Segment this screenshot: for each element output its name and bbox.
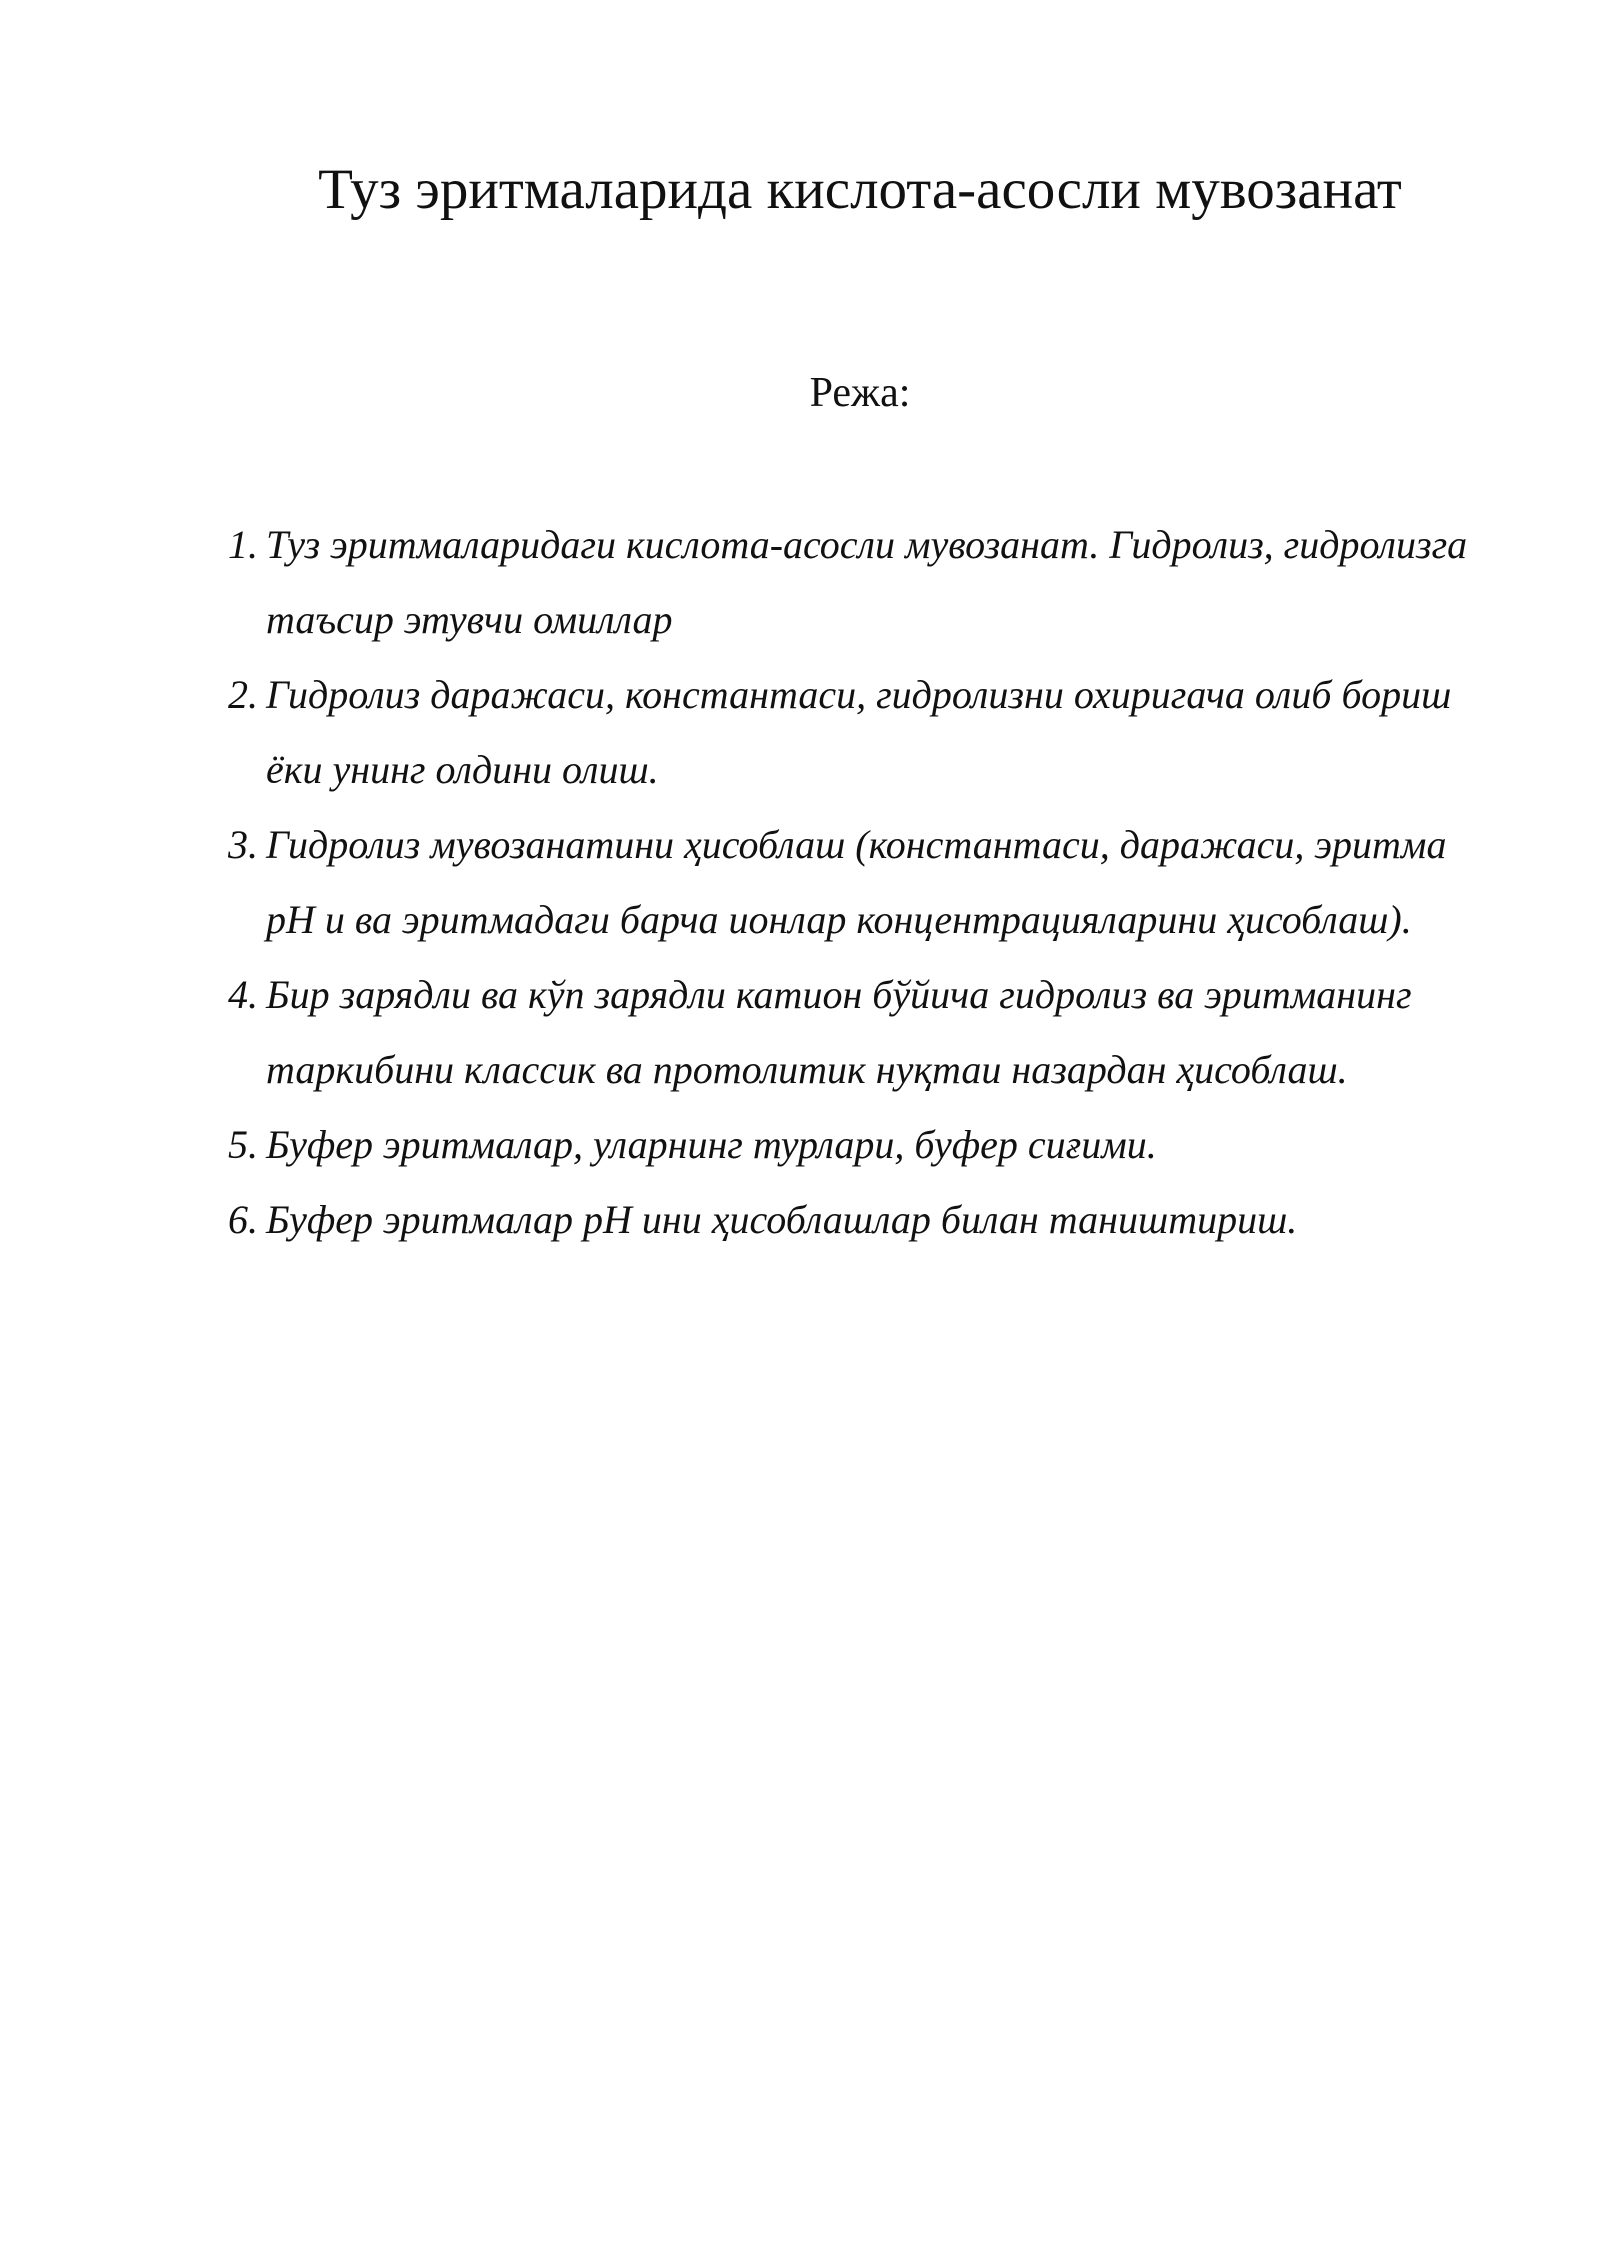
plan-item-number: 1.	[228, 522, 258, 567]
plan-item-number: 6.	[228, 1197, 258, 1242]
plan-list	[228, 507, 1468, 1257]
plan-item-number: 4.	[228, 972, 258, 1017]
plan-item-4	[228, 957, 1468, 1107]
plan-item-text: Буфер эритмалар, уларнинг турлари, буфер сиғими.	[266, 1122, 1157, 1167]
plan-item-text: Туз эритмаларидаги кислота-асосли мувозанат. Гидролиз, гидролизга таъсир этувчи омиллар	[266, 522, 1468, 642]
plan-item-text: Гидролиз даражаси, константаси, гидролизни охиригача олиб бориш ёки унинг олдини олиш.	[266, 672, 1452, 792]
plan-item-3	[228, 807, 1468, 957]
plan-item-1	[228, 507, 1468, 657]
plan-item-number: 5.	[228, 1122, 258, 1167]
plan-item-number: 2.	[228, 672, 258, 717]
plan-item-text: Бир зарядли ва кўп зарядли катион бўйича гидролиз ва эритманинг таркибини классик ва протолитик нуқтаи назардан ҳисоблаш.	[266, 972, 1412, 1092]
plan-item-2	[228, 657, 1468, 807]
plan-item-number: 3.	[228, 822, 258, 867]
plan-item-5	[228, 1107, 1468, 1182]
page-title: Туз эритмаларида кислота-асосли мувозанат	[318, 158, 1402, 221]
plan-item-text: Гидролиз мувозанатини ҳисоблаш (константаси, даражаси, эритма pH и ва эритмадаги барча ионлар концентрацияларини ҳисоблаш).	[266, 822, 1447, 942]
plan-item-6	[228, 1182, 1468, 1257]
plan-item-text: Буфер эритмалар pH ини ҳисоблашлар билан таништириш.	[266, 1197, 1298, 1242]
plan-heading: Режа:	[809, 370, 911, 416]
